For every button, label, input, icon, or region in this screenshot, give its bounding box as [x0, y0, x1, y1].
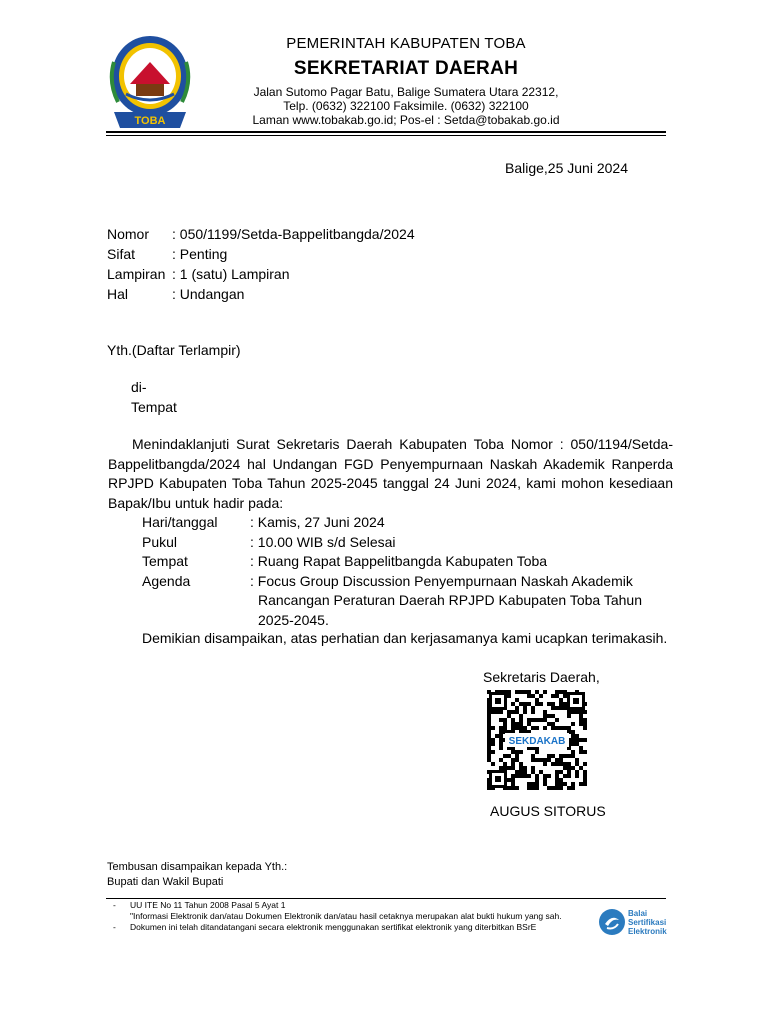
footer-law: UU ITE No 11 Tahun 2008 Pasal 5 Ayat 1 — [130, 900, 286, 910]
place-label: Tempat — [131, 399, 177, 415]
meta-row — [107, 244, 415, 264]
meta-value: : 1 (satu) Lampiran — [172, 266, 290, 282]
web-line: Laman www.tobakab.go.id; Pos-el : Setda@tobakab.go.id — [252, 113, 560, 127]
detail-key: Pukul — [142, 533, 178, 550]
recipient: Yth.(Daftar Terlampir) — [107, 342, 241, 358]
detail-row — [142, 591, 660, 611]
bsre-wordmark — [628, 909, 667, 936]
detail-row — [142, 572, 660, 592]
detail-key: Agenda — [142, 572, 191, 589]
government-name: PEMERINTAH KABUPATEN TOBA — [286, 35, 526, 52]
paragraph-text: Menindaklanjuti Surat Sekretaris Daerah Kabupaten Toba Nomor : 050/1194/Setda-Bappelitbangda/2024 hal Undangan FGD Penyempurnaan Naskah Akademik Ranperda RPJPD Kabupaten Toba Tahun 2025-2045 tanggal 24 Juni 2024, kami mohon kesediaan Bapak/Ibu untuk hadir pada: — [108, 436, 673, 511]
qr-code-signature — [487, 690, 587, 790]
signer-name: AUGUS SITORUS — [490, 803, 606, 819]
footer-esign: Dokumen ini telah ditandatangani secara elektronik menggunakan sertifikat elektronik yang diterbitkan BSrE — [130, 922, 537, 932]
bsre-line: Sertifikasi — [628, 918, 667, 927]
office-contact — [246, 85, 566, 127]
footer-bullet: - — [113, 900, 116, 910]
cc-title: Tembusan disampaikan kepada Yth.: — [107, 861, 288, 873]
di-label: di- — [131, 379, 147, 395]
detail-row — [142, 533, 660, 553]
meta-key: Hal — [107, 286, 129, 302]
detail-row — [142, 611, 660, 631]
detail-value: : Kamis, 27 Juni 2024 — [250, 514, 385, 530]
header-divider-thin — [106, 135, 666, 136]
qr-label: SEKDAKAB — [508, 736, 566, 747]
detail-value: : Focus Group Discussion Penyempurnaan Naskah Akademik — [250, 572, 633, 589]
detail-key: Tempat — [142, 553, 188, 569]
meta-key: Nomor — [107, 226, 150, 242]
bsre-line: Elektronik — [628, 927, 667, 936]
event-details — [142, 513, 660, 630]
footer-bullet: - — [113, 922, 116, 932]
meta-key: Sifat — [107, 246, 136, 262]
meta-row — [107, 264, 415, 284]
bsre-logo-icon — [598, 908, 626, 936]
address-line: Jalan Sutomo Pagar Batu, Balige Sumatera Utara 22312, — [253, 85, 559, 99]
cc-item: Bupati dan Wakil Bupati — [107, 876, 224, 888]
detail-row — [142, 552, 660, 572]
detail-value: : Ruang Rapat Bappelitbangda Kabupaten Toba — [250, 553, 548, 569]
meta-key: Lampiran — [107, 266, 166, 282]
footer-divider — [106, 898, 666, 899]
signer-title: Sekretaris Daerah, — [483, 669, 600, 685]
detail-value: : 10.00 WIB s/d Selesai — [250, 533, 396, 550]
letter-date: Balige,25 Juni 2024 — [505, 160, 628, 176]
header-divider-thick — [106, 131, 666, 133]
meta-row — [107, 284, 415, 304]
meta-value: : 050/1199/Setda-Bappelitbangda/2024 — [172, 226, 415, 242]
phone-line: Telp. (0632) 322100 Faksimile. (0632) 322100 — [283, 99, 529, 113]
meta-row — [107, 224, 415, 244]
meta-value: : Undangan — [172, 286, 245, 302]
meta-block — [107, 224, 415, 304]
bsre-line: Balai — [628, 909, 648, 918]
toba-regency-logo — [106, 32, 194, 132]
detail-key: Hari/tanggal — [142, 514, 218, 530]
meta-value: : Penting — [172, 246, 228, 262]
logo-text: TOBA — [134, 115, 166, 127]
footer-quote: "Informasi Elektronik dan/atau Dokumen Elektronik dan/atau hasil cetaknya merupakan alat bukti hukum yang sah. — [130, 911, 562, 921]
office-name: SEKRETARIAT DAERAH — [293, 58, 519, 79]
agenda-continuation: Rancangan Peraturan Daerah RPJPD Kabupaten Toba Tahun — [258, 592, 642, 608]
body-paragraph — [108, 435, 673, 513]
agenda-continuation: 2025-2045. — [258, 611, 329, 628]
detail-row — [142, 513, 660, 533]
closing-sentence: Demikian disampaikan, atas perhatian dan kerjasamanya kami ucapkan terimakasih. — [142, 630, 668, 646]
